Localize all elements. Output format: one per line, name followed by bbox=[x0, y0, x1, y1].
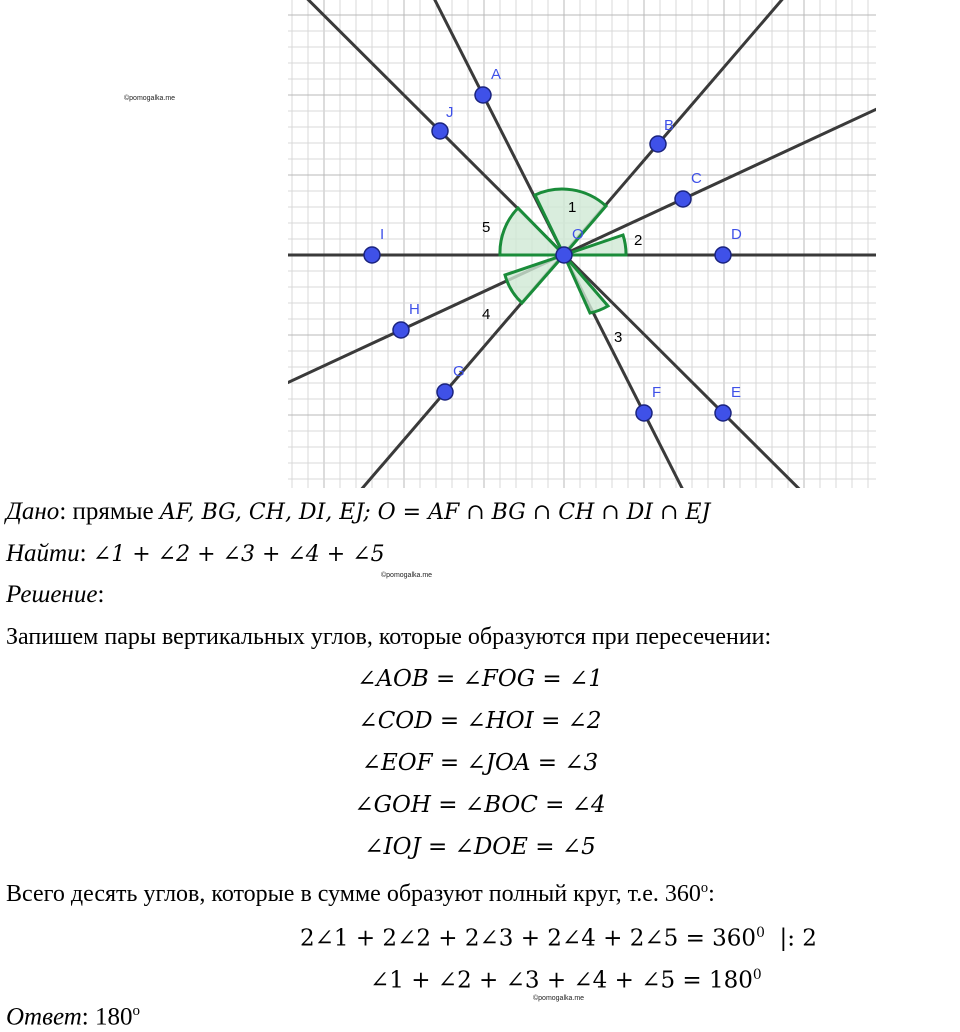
given-text: : прямые bbox=[59, 498, 160, 525]
total-line bbox=[6, 873, 715, 909]
pair-1: ∠AOB = ∠FOG = ∠1 bbox=[357, 666, 603, 692]
point-i bbox=[364, 247, 380, 263]
point-o bbox=[556, 247, 572, 263]
angle-label-5: 5 bbox=[482, 219, 491, 236]
pair-4: ∠GOH = ∠BOC = ∠4 bbox=[354, 792, 606, 818]
point-b bbox=[650, 136, 666, 152]
angle-label-2: 2 bbox=[634, 232, 643, 249]
point-label-i: I bbox=[380, 226, 385, 243]
watermark: ©pomogalka.me bbox=[381, 572, 433, 579]
given-formula: AF, BG, CH, DI, EJ; O = AF ∩ BG ∩ CH ∩ DI ∩ EJ bbox=[159, 500, 711, 525]
equation-2 bbox=[370, 960, 762, 996]
answer-line bbox=[6, 996, 140, 1032]
find-formula: ∠1 + ∠2 + ∠3 + ∠4 + ∠5 bbox=[92, 542, 385, 567]
geometry-figure bbox=[288, 0, 876, 488]
point-label-j: J bbox=[446, 104, 454, 121]
angle-3-arc bbox=[564, 255, 608, 313]
point-label-b: B bbox=[664, 117, 675, 134]
solution-line bbox=[6, 580, 104, 610]
point-label-e: E bbox=[731, 384, 742, 401]
total-text: Всего десять углов, которые в сумме образуют полный круг, т.е. 360 bbox=[6, 881, 701, 907]
pair-3: ∠EOF = ∠JOA = ∠3 bbox=[361, 750, 599, 776]
pair-5: ∠IOJ = ∠DOE = ∠5 bbox=[364, 834, 596, 860]
point-a bbox=[475, 87, 491, 103]
intro-line: Запишем пары вертикальных углов, которые образуются при пересечении: bbox=[6, 624, 772, 650]
point-label-a: A bbox=[491, 66, 502, 83]
point-h bbox=[393, 322, 409, 338]
watermark: ©pomogalka.me bbox=[533, 995, 585, 1002]
equation-1-main: 2∠1 + 2∠2 + 2∠3 + 2∠4 + 2∠5 = 360 bbox=[300, 925, 757, 952]
point-j bbox=[432, 123, 448, 139]
point-label-o: O bbox=[572, 226, 584, 243]
find-text: : bbox=[79, 540, 93, 567]
answer-text: : 180 bbox=[81, 1003, 133, 1031]
angle-label-1: 1 bbox=[568, 199, 577, 216]
equation-2-degree: 0 bbox=[752, 967, 762, 983]
equation-1-degree: 0 bbox=[756, 925, 765, 941]
point-label-d: D bbox=[731, 226, 742, 243]
total-degree: o bbox=[700, 880, 709, 896]
point-g bbox=[437, 384, 453, 400]
point-label-h: H bbox=[409, 301, 420, 318]
point-d bbox=[715, 247, 731, 263]
watermark: ©pomogalka.me bbox=[124, 95, 176, 102]
find-label: Найти bbox=[6, 540, 80, 567]
equation-1 bbox=[300, 918, 817, 954]
equation-2-main: ∠1 + ∠2 + ∠3 + ∠4 + ∠5 = 180 bbox=[370, 967, 753, 994]
point-label-c: C bbox=[691, 170, 702, 187]
angle-label-3: 3 bbox=[614, 329, 623, 346]
point-label-g: G bbox=[453, 363, 465, 380]
point-f bbox=[636, 405, 652, 421]
point-c bbox=[675, 191, 691, 207]
point-e bbox=[715, 405, 731, 421]
answer-label: Ответ bbox=[6, 1003, 82, 1031]
point-label-f: F bbox=[652, 384, 662, 401]
solution-label: Решение bbox=[6, 581, 98, 608]
solution-text: : bbox=[97, 581, 105, 608]
find-line bbox=[6, 539, 385, 570]
given-label: Дано bbox=[6, 498, 60, 525]
angle-label-4: 4 bbox=[482, 306, 491, 323]
angle-4-arc bbox=[505, 255, 564, 303]
pair-2: ∠COD = ∠HOI = ∠2 bbox=[358, 708, 602, 734]
equation-1-divide: |: 2 bbox=[764, 925, 817, 952]
answer-degree: o bbox=[132, 1003, 140, 1019]
grid bbox=[288, 0, 876, 488]
given-line bbox=[6, 497, 710, 528]
total-end: : bbox=[708, 881, 715, 907]
